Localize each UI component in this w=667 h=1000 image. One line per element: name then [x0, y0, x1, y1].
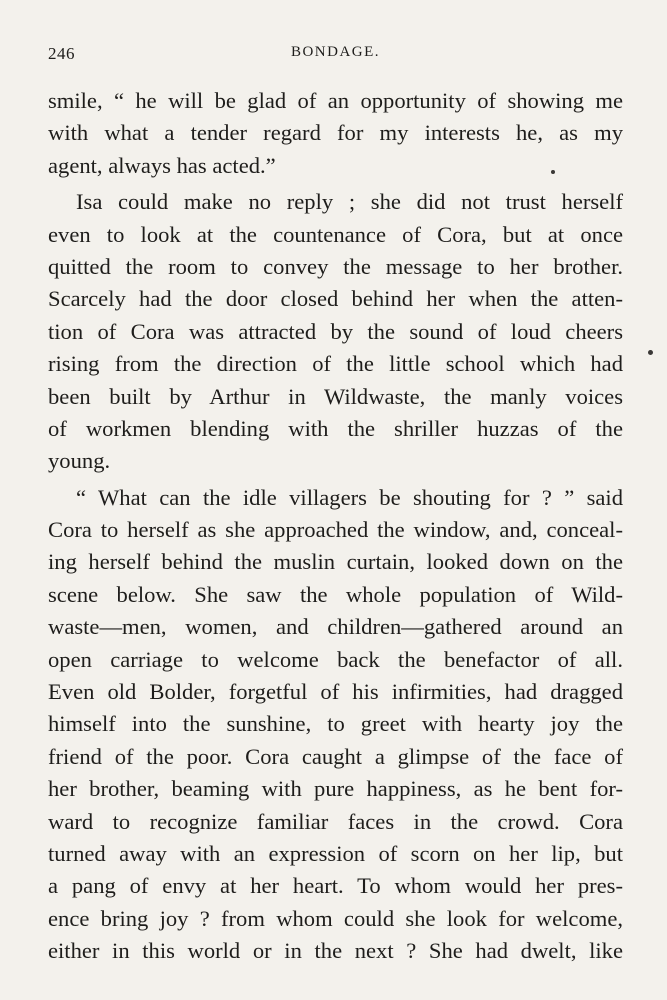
page-number: 246 — [48, 44, 75, 63]
text-line: open carriage to welcome back the benefactor of all. — [48, 646, 623, 672]
text-line: ing herself behind the muslin curtain, looked down on the — [48, 549, 623, 575]
text-line: friend of the poor. Cora caught a glimpse of the face of — [48, 743, 623, 769]
text-line: of workmen blending with the shriller huzzas of the — [48, 415, 623, 441]
text-line: with what a tender regard for my interests he, as my — [48, 120, 623, 146]
text-line: young. — [48, 448, 111, 474]
text-line: quitted the room to convey the message to her brother. — [48, 253, 623, 279]
text-line: either in this world or in the next ? She had dwelt, like — [48, 938, 623, 964]
text-line: himself into the sunshine, to greet with hearty joy the — [48, 711, 623, 737]
text-line: her brother, beaming with pure happiness, as he bent for- — [48, 776, 623, 802]
text-line: ward to recognize familiar faces in the crowd. Cora — [48, 808, 623, 834]
text-line: turned away with an expression of scorn on her lip, but — [48, 840, 623, 866]
ink-speck — [551, 170, 555, 174]
text-line: tion of Cora was attracted by the sound of loud cheers — [48, 318, 623, 344]
text-line: rising from the direction of the little school which had — [48, 351, 623, 377]
body-text — [48, 85, 623, 968]
text-line: Cora to herself as she approached the window, and, conceal- — [48, 517, 623, 543]
text-line: Scarcely had the door closed behind her when the atten- — [48, 286, 623, 312]
paragraph — [48, 85, 623, 182]
text-line: “ What can the idle villagers be shouting for ? ” said — [76, 484, 623, 510]
text-line: ence bring joy ? from whom could she look for welcome, — [48, 905, 623, 931]
paragraph — [48, 482, 623, 968]
text-line: agent, always has acted.” — [48, 152, 276, 178]
ink-speck — [648, 350, 653, 355]
paragraph — [48, 186, 623, 478]
text-line: Isa could make no reply ; she did not trust herself — [76, 189, 623, 215]
text-line: been built by Arthur in Wildwaste, the manly voices — [48, 383, 623, 409]
text-line: even to look at the countenance of Cora, but at once — [48, 221, 623, 247]
text-line: waste—men, women, and children—gathered around an — [48, 614, 623, 640]
text-line: scene below. She saw the whole population of Wild- — [48, 581, 623, 607]
text-line: Even old Bolder, forgetful of his infirmities, had dragged — [48, 679, 623, 705]
text-line: smile, “ he will be glad of an opportunity of showing me — [48, 88, 623, 113]
running-title: BONDAGE. — [290, 44, 381, 60]
text-line: a pang of envy at her heart. To whom would her pres- — [48, 873, 623, 899]
page-header — [48, 44, 623, 68]
